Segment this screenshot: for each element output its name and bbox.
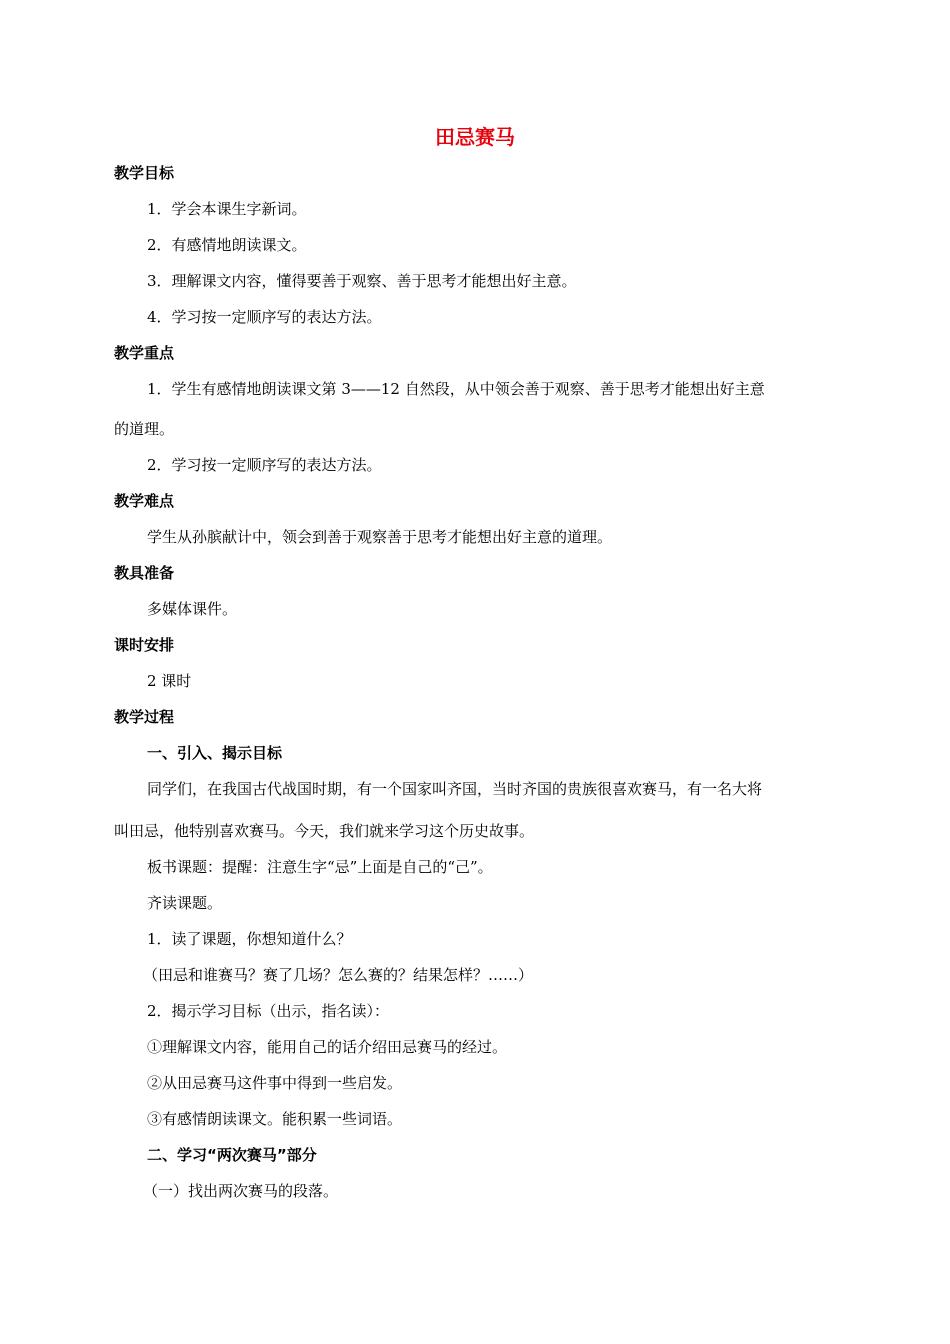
key-point-item-continued: 的道理。 xyxy=(114,420,175,438)
heading-key-points: 教学重点 xyxy=(114,344,175,362)
objective-item: 4．学习按一定顺序写的表达方法。 xyxy=(147,308,382,326)
objective-item: 3．理解课文内容，懂得要善于观察、善于思考才能想出好主意。 xyxy=(147,272,577,290)
paragraph-line-continued: 叫田忌，他特别喜欢赛马。今天，我们就来学习这个历史故事。 xyxy=(114,822,535,840)
key-point-item: 1．学生有感情地朗读课文第 3——12 自然段，从中领会善于观察、善于思考才能想出好主意 xyxy=(147,380,765,398)
goal-item: ②从田忌赛马这件事中得到一些启发。 xyxy=(147,1074,403,1092)
paragraph-line: 同学们，在我国古代战国时期，有一个国家叫齐国，当时齐国的贵族很喜欢赛马，有一名大将 xyxy=(147,780,763,798)
question-item: 1．读了课题，你想知道什么？ xyxy=(147,930,352,948)
question-answer: （田忌和谁赛马？赛了几场？怎么赛的？结果怎样？……） xyxy=(143,966,534,984)
goal-item: ①理解课文内容，能用自己的话介绍田忌赛马的经过。 xyxy=(147,1038,508,1056)
difficulty-text: 学生从孙膑献计中，领会到善于观察善于思考才能想出好主意的道理。 xyxy=(147,528,613,546)
materials-text: 多媒体课件。 xyxy=(147,600,238,618)
objective-item: 2．有感情地朗读课文。 xyxy=(147,236,307,254)
key-point-item: 2．学习按一定顺序写的表达方法。 xyxy=(147,456,382,474)
heading-objectives: 教学目标 xyxy=(114,164,175,182)
read-title-text: 齐读课题。 xyxy=(147,894,223,912)
document-title: 田忌赛马 xyxy=(435,125,515,149)
schedule-text: 2 课时 xyxy=(147,672,192,690)
heading-part1: 一、引入、揭示目标 xyxy=(147,744,283,762)
heading-part2: 二、学习“两次赛马”部分 xyxy=(147,1146,317,1164)
heading-process: 教学过程 xyxy=(114,708,175,726)
heading-difficulties: 教学难点 xyxy=(114,492,175,510)
board-title-note: 板书课题：提醒：注意生字“忌”上面是自己的“己”。 xyxy=(147,858,493,876)
objective-item: 1．学会本课生字新词。 xyxy=(147,200,307,218)
heading-materials: 教具准备 xyxy=(114,564,175,582)
question-item: 2．揭示学习目标（出示，指名读）： xyxy=(147,1002,390,1020)
goal-item: ③有感情朗读课文。能积累一些词语。 xyxy=(147,1110,403,1128)
step-item: （一）找出两次赛马的段落。 xyxy=(143,1182,339,1200)
heading-schedule: 课时安排 xyxy=(114,636,175,654)
